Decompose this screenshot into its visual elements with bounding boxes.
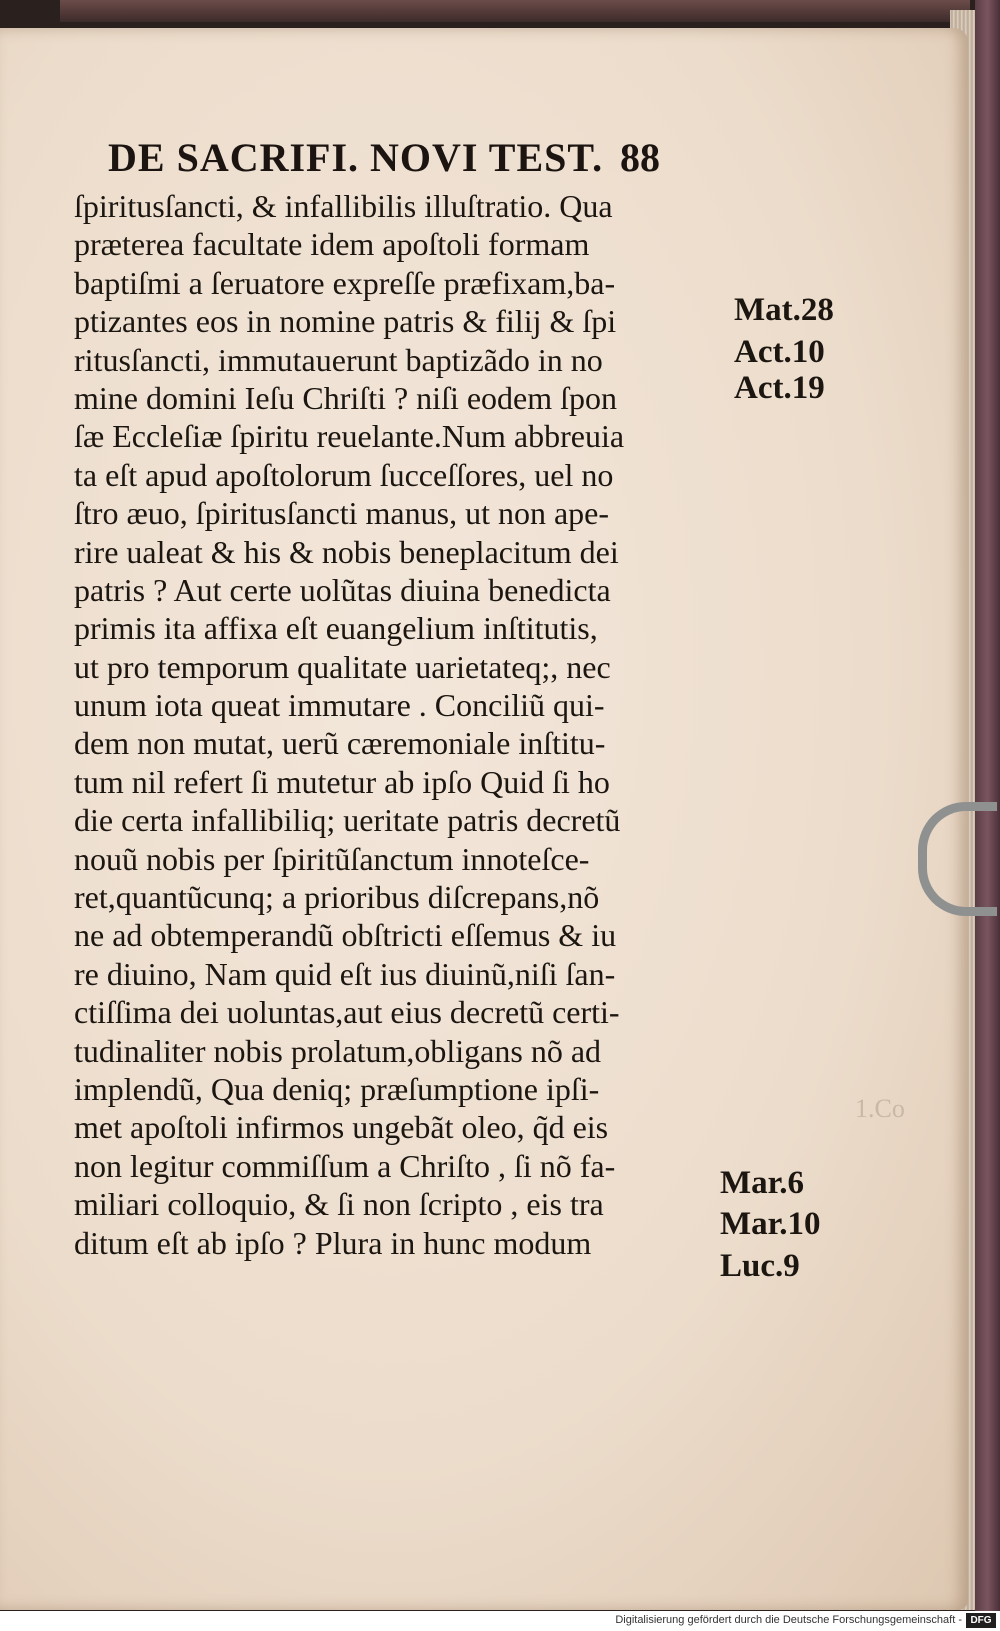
text-line: met apoſtoli infirmos ungebãt oleo, q̃d eis: [74, 1109, 609, 1146]
text-line: dem non mutat, uerũ cæremoniale inſtitu-: [74, 725, 606, 762]
folio-number: 88: [620, 135, 660, 180]
text-line: ſtro æuo, ſpiritusſancti manus, ut non ape-: [74, 495, 610, 532]
text-line: tum nil refert ſi mutetur ab ipſo Quid ſi ho: [74, 763, 610, 800]
text-line: non legitur commiſſum a Chriſto , ſi nõ fa-: [74, 1147, 616, 1184]
text-line: præterea facultate idem apoſtoli formam: [74, 226, 590, 263]
book-clasp: [918, 802, 997, 916]
marginal-reference: Mar.10: [720, 1206, 821, 1242]
text-line: unum iota queat immutare . Conciliũ qui-: [74, 687, 605, 724]
text-line: ritusſancti, immutauerunt baptizãdo in no: [74, 341, 603, 378]
book-cover-top: [60, 0, 970, 22]
text-line: ptizantes eos in nomine patris & filij & ſpi: [74, 303, 617, 340]
bleed-through-text: 1.Co: [855, 1094, 905, 1123]
text-line: ſpiritusſancti, & infallibilis illuſtratio. Qua: [74, 188, 613, 224]
text-line: ſæ Eccleſiæ ſpiritu reuelante.Num abbreuia: [74, 418, 625, 455]
digitization-footer: [0, 1611, 1000, 1631]
running-header: DE SACRIFI. NOVI TEST.: [108, 135, 604, 180]
text-line: re diuino, Nam quid eſt ius diuinũ,niſi ſan-: [74, 955, 616, 992]
text-line: ut pro temporum qualitate uarietateq;, nec: [74, 648, 611, 685]
marginal-reference: Act.10: [734, 334, 825, 370]
text-line: ne ad obtemperandũ obſtricti eſſemus & iu: [74, 917, 617, 954]
text-line: tudinaliter nobis prolatum,obligans nõ ad: [74, 1032, 602, 1069]
text-line: ta eſt apud apoſtolorum ſucceſſores, uel no: [74, 456, 614, 493]
text-line: primis ita affixa eſt euangelium inſtitutis,: [74, 610, 598, 647]
text-line: miliari colloquio, & ſi non ſcripto , eis tra: [74, 1186, 604, 1223]
text-line: baptiſmi a ſeruatore expreſſe præfixam,ba-: [74, 264, 616, 301]
marginal-reference: Act.19: [734, 370, 825, 406]
marginal-reference: Luc.9: [720, 1248, 800, 1284]
text-line: ctiſſima dei uoluntas,aut eius decretũ certi-: [74, 994, 620, 1031]
text-line: implendũ, Qua deniq; præſumptione ipſi-: [74, 1070, 600, 1107]
marginal-reference: Mar.6: [720, 1165, 805, 1201]
footer-credit: Digitalisierung gefördert durch die Deutsche Forschungsgemeinschaft -: [615, 1614, 962, 1626]
text-line: mine domini Ieſu Chriſti ? niſi eodem ſpon: [74, 379, 618, 416]
text-line: ret,quantũcunq; a prioribus diſcrepans,nõ: [74, 879, 600, 916]
text-line: rire ualeat & his & nobis beneplacitum dei: [74, 533, 619, 570]
text-line: patris ? Aut certe uolũtas diuina benedicta: [74, 571, 611, 608]
marginal-reference: Mat.28: [734, 292, 834, 328]
text-line: die certa infallibiliq; ueritate patris decretũ: [74, 802, 621, 839]
dfg-logo: DFG: [966, 1613, 996, 1628]
text-line: nouũ nobis per ſpiritũſanctum innoteſce-: [74, 840, 590, 877]
body-text: [74, 187, 734, 1262]
text-line: ditum eſt ab ipſo ? Plura in hunc modum: [74, 1224, 592, 1261]
